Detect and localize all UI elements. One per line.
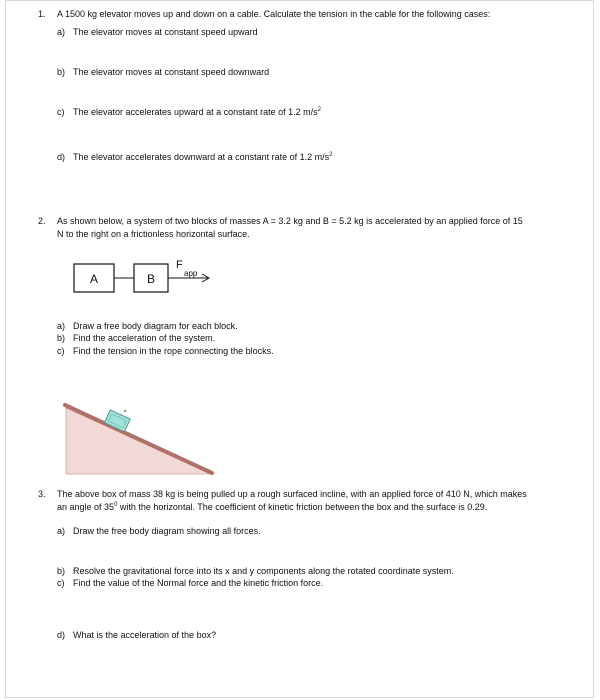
q2-part-b-letter: b) xyxy=(57,333,66,343)
q1-part-b-text: The elevator moves at constant speed downward xyxy=(73,67,270,77)
q3-part-b-text: Resolve the gravitational force into its x and y components along the rotated coordinate system. xyxy=(73,566,454,576)
q3-line1: The above box of mass 38 kg is being pulled up a rough surfaced incline, with an applied force of 410 N, which makes xyxy=(57,489,527,499)
q3-number: 3. xyxy=(38,489,46,499)
q2-part-a-text: Draw a free body diagram for each block. xyxy=(73,321,238,331)
q1-text: A 1500 kg elevator moves up and down on a cable. Calculate the tension in the cable for the following cases: xyxy=(57,9,491,19)
q1-part-a-letter: a) xyxy=(57,27,66,37)
block-a-label: A xyxy=(89,272,99,286)
q3-part-c-text: Find the value of the Normal force and the kinetic friction force. xyxy=(73,578,324,588)
q2-line1: As shown below, a system of two blocks of masses A = 3.2 kg and B = 5.2 kg is accelerated by an applied force of 15 xyxy=(57,216,523,226)
q1-part-d-text: The elevator accelerates downward at a constant rate of 1.2 m/s xyxy=(73,152,330,162)
q2-number: 2. xyxy=(38,216,46,226)
q2-line2: N to the right on a frictionless horizontal surface. xyxy=(57,229,250,239)
q3-part-d-letter: d) xyxy=(57,630,66,640)
force-label: F xyxy=(176,259,183,271)
block-diagram xyxy=(66,256,226,301)
q3-part-a-letter: a) xyxy=(57,526,66,536)
q3-part-d-text: What is the acceleration of the box? xyxy=(73,630,217,640)
force-subscript: app xyxy=(184,269,198,278)
q1-part-d-sup: 2 xyxy=(329,152,333,158)
q1-part-a-text: The elevator moves at constant speed upward xyxy=(73,27,258,37)
q1-number: 1. xyxy=(38,9,46,19)
worksheet-page xyxy=(5,0,594,698)
q1-part-b-letter: b) xyxy=(57,67,66,77)
q3-part-c-letter: c) xyxy=(57,578,65,588)
q2-part-c-text: Find the tension in the rope connecting the blocks. xyxy=(73,346,274,356)
q2-part-a-letter: a) xyxy=(57,321,66,331)
q1-part-c-letter: c) xyxy=(57,107,65,117)
q3-part-a-text: Draw the free body diagram showing all forces. xyxy=(73,526,261,536)
q3-part-b-letter: b) xyxy=(57,566,66,576)
pull-point xyxy=(124,410,127,413)
q2-part-b-text: Find the acceleration of the system. xyxy=(73,333,216,343)
q1-part-d-letter: d) xyxy=(57,152,66,162)
q3-line2-pre: an angle of 35 xyxy=(57,502,115,512)
q1-part-c-sup: 2 xyxy=(317,107,321,113)
q3-line2 xyxy=(57,501,487,513)
q1-part-d xyxy=(73,151,332,163)
block-b-label: B xyxy=(146,272,156,286)
q1-part-c-text: The elevator accelerates upward at a constant rate of 1.2 m/s xyxy=(73,107,318,117)
q3-line2-degree: 0 xyxy=(114,502,118,508)
q3-line2-post: with the horizontal. The coefficient of kinetic friction between the box and the surface is 0.29. xyxy=(117,502,488,512)
q1-part-c xyxy=(73,106,321,118)
q2-part-c-letter: c) xyxy=(57,346,65,356)
incline-diagram xyxy=(61,396,221,481)
